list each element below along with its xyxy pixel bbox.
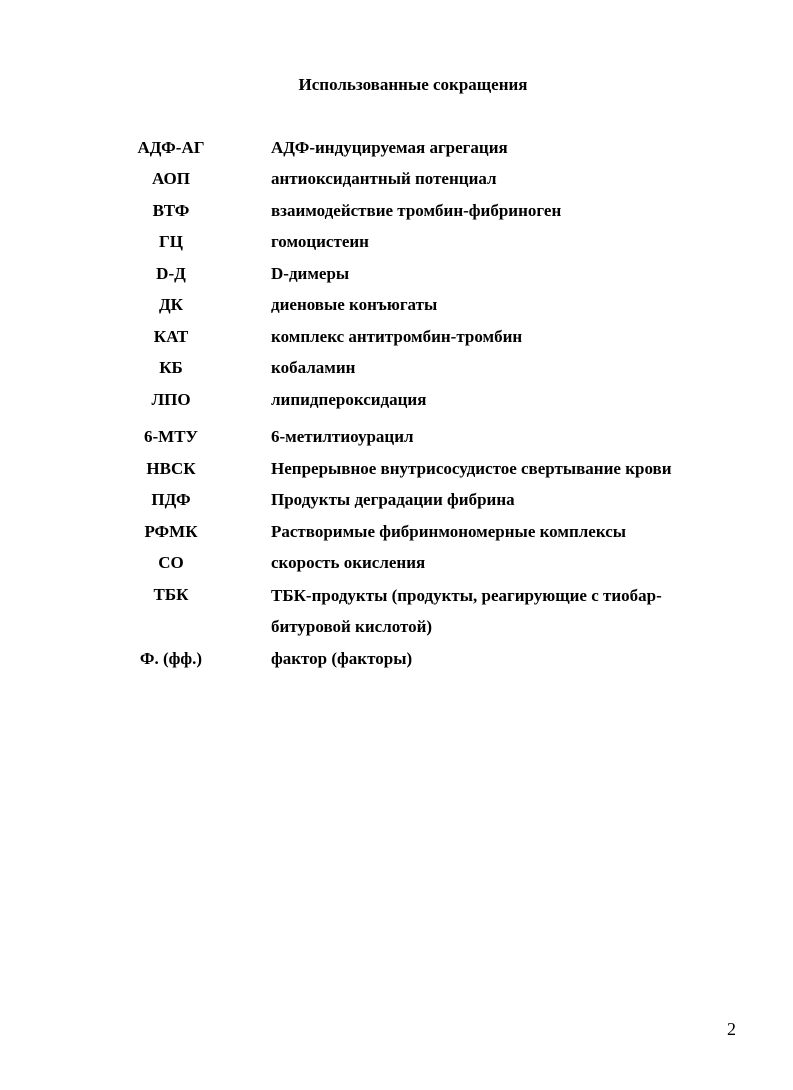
abbreviation-definition: ТБК-продукты (продукты, реагирующие с тиобар-битуровой кислотой)	[271, 586, 662, 636]
abbreviation-definition: диеновые конъюгаты	[271, 295, 438, 314]
abbreviation-definition: кобаламин	[271, 358, 356, 377]
abbreviation-term: D-Д	[156, 264, 186, 283]
abbreviation-term: АОП	[152, 169, 190, 188]
abbreviation-term: ТБК	[153, 585, 189, 604]
abbreviation-term: АДФ-АГ	[137, 138, 205, 157]
abbreviation-term: 6-МТУ	[143, 427, 199, 446]
abbreviation-term: Ф. (фф.)	[139, 649, 203, 668]
abbreviation-term: ВТФ	[152, 201, 190, 220]
abbreviation-term: ДК	[158, 295, 184, 314]
abbreviation-definition: антиоксидантный потенциал	[271, 169, 497, 188]
abbreviation-definition: D-димеры	[271, 264, 350, 283]
abbreviation-definition: Непрерывное внутрисосудистое свертывание крови	[271, 459, 672, 478]
abbreviation-definition: скорость окисления	[271, 553, 426, 572]
abbreviation-definition: 6-метилтиоурацил	[271, 427, 414, 446]
abbreviation-term: СО	[158, 553, 184, 572]
abbreviation-term: РФМК	[144, 522, 198, 541]
abbreviation-definition: взаимодействие тромбин-фибриноген	[271, 201, 562, 220]
abbreviation-definition: Растворимые фибринмономерные комплексы	[271, 522, 627, 541]
abbreviation-term: КАТ	[153, 327, 189, 346]
page-number: 2	[727, 1019, 736, 1039]
abbreviation-term: ГЦ	[158, 232, 184, 251]
abbreviation-term: ЛПО	[151, 390, 191, 409]
abbreviation-definition: АДФ-индуцируемая агрегация	[271, 138, 508, 157]
page-title: Использованные сокращения	[298, 75, 528, 94]
abbreviation-term: ПДФ	[151, 490, 191, 509]
abbreviation-definition: комплекс антитромбин-тромбин	[271, 327, 523, 346]
abbreviation-term: НВСК	[146, 459, 196, 478]
abbreviation-definition: фактор (факторы)	[271, 649, 413, 668]
abbreviation-definition: Продукты деградации фибрина	[271, 490, 515, 509]
abbreviation-definition: липидпероксидация	[271, 390, 427, 409]
abbreviation-definition: гомоцистеин	[271, 232, 369, 251]
abbreviation-term: КБ	[159, 358, 183, 377]
